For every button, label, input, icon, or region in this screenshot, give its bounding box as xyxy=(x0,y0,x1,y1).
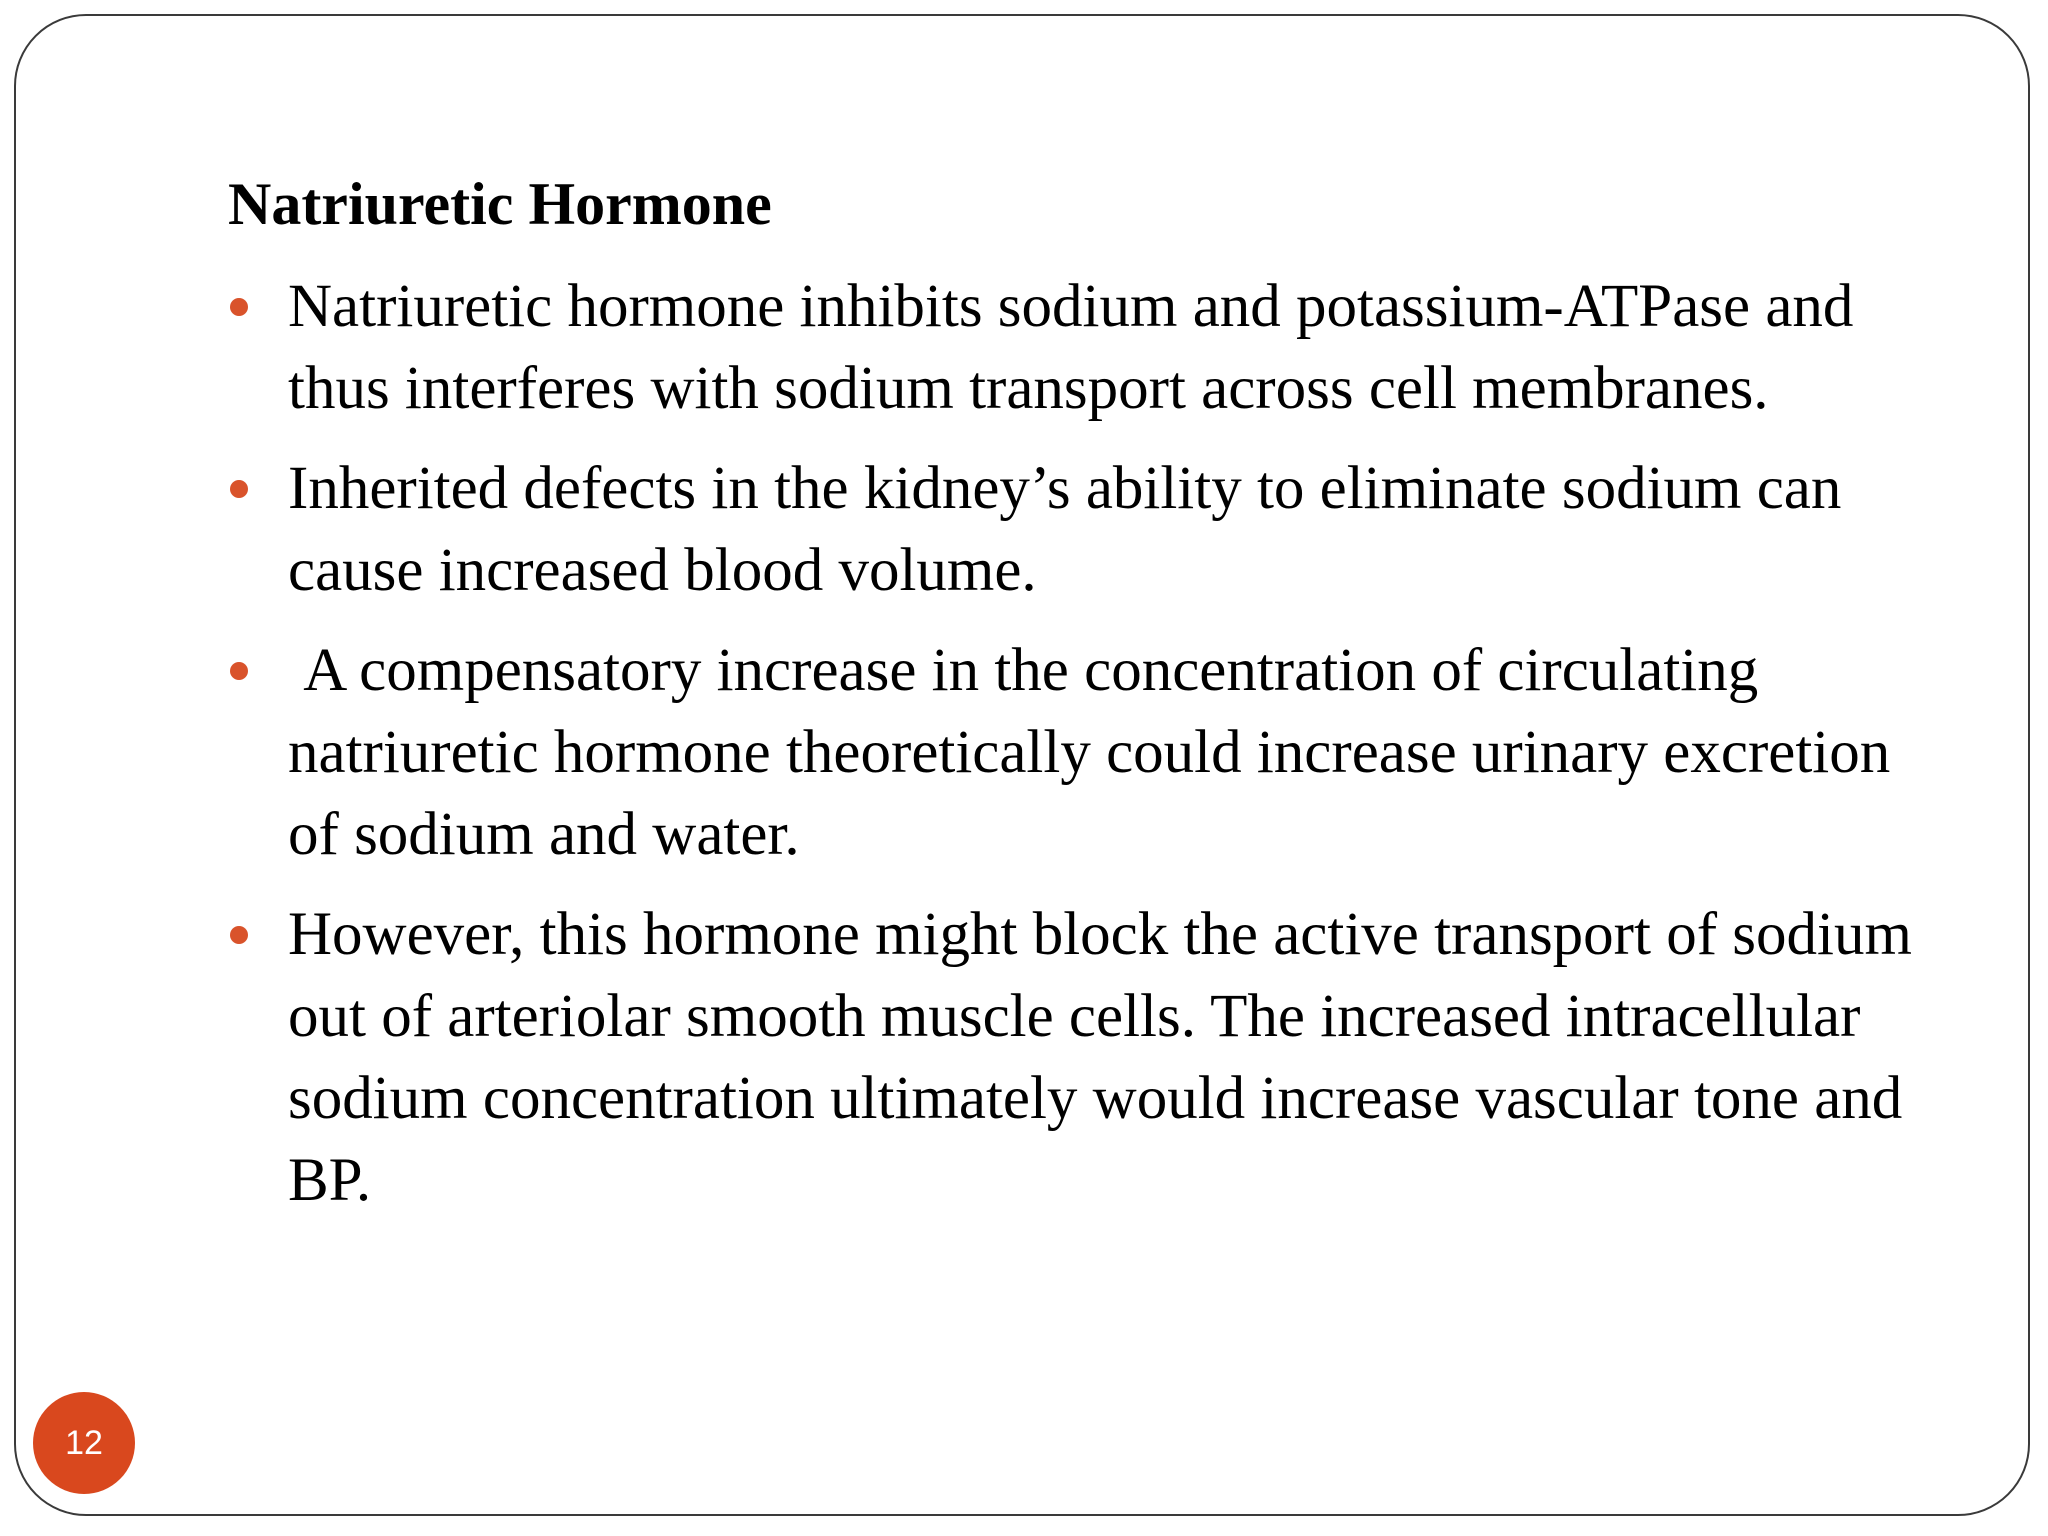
page-number-badge: 12 xyxy=(33,1392,135,1494)
bullet-dot-icon xyxy=(230,662,248,680)
bullet-dot-icon xyxy=(230,298,248,316)
bullet-text: Inherited defects in the kidney’s ability to eliminate sodium can cause increased blood volume. xyxy=(288,455,1842,604)
bullet-item xyxy=(228,630,1948,876)
bullet-item xyxy=(228,448,1948,612)
bullet-text: A compensatory increase in the concentration of circulating natriuretic hormone theoretically could increase urinary excretion of sodium and water. xyxy=(288,637,1906,868)
slide-title: Natriuretic Hormone xyxy=(228,171,772,237)
bullet-item xyxy=(228,894,1948,1222)
bullet-item xyxy=(228,266,1948,430)
bullet-text: Natriuretic hormone inhibits sodium and potassium-ATPase and thus interferes with sodium transport across cell membranes. xyxy=(288,273,1854,422)
bullet-list xyxy=(228,266,1948,1240)
bullet-text: However, this hormone might block the active transport of sodium out of arteriolar smooth muscle cells. The increased intracellular sodium concentration ultimately would increase vascular tone and BP. xyxy=(288,901,1912,1214)
bullet-dot-icon xyxy=(230,480,248,498)
bullet-dot-icon xyxy=(230,926,248,944)
